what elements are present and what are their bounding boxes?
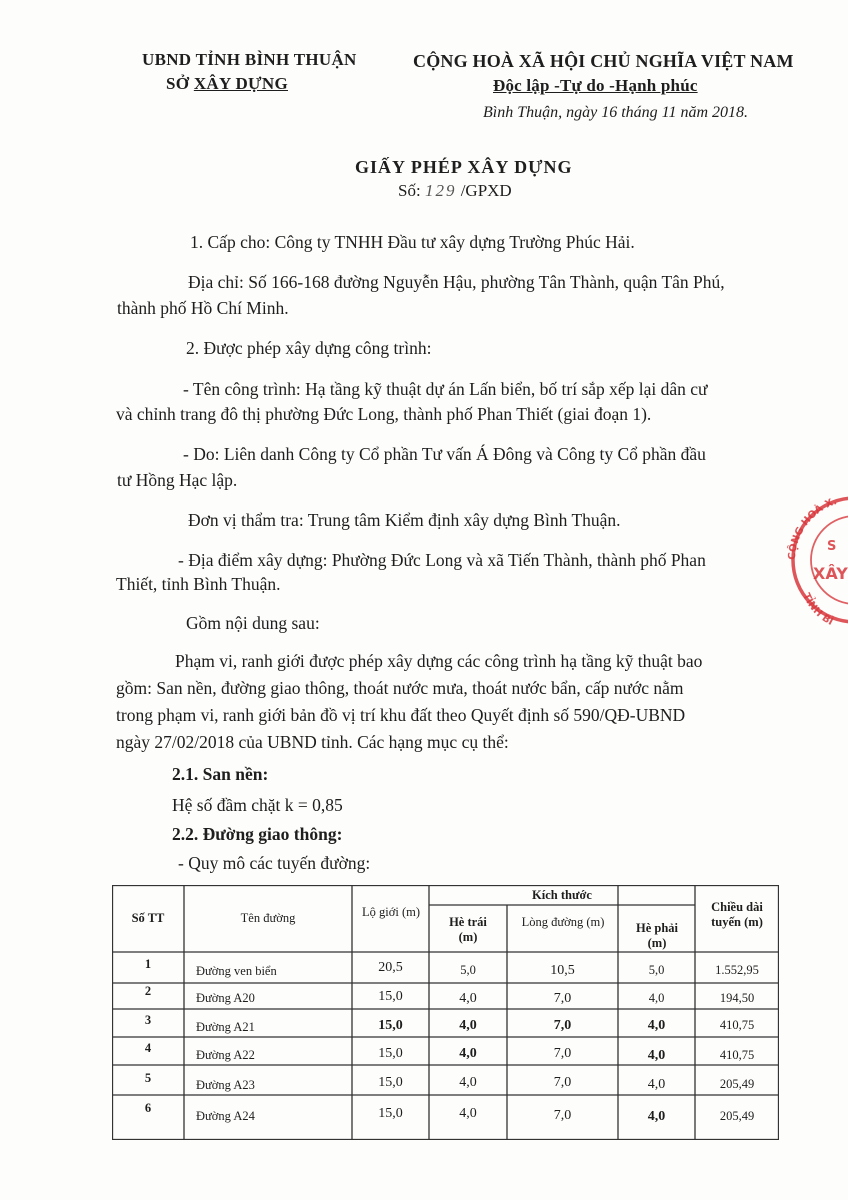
table-row-2-lo-gioi: 15,0 xyxy=(378,989,403,1004)
seal-side-letter: S xyxy=(827,539,837,554)
motto: Độc lập -Tự do -Hạnh phúc xyxy=(493,76,698,95)
table-row-4-lo-gioi: 15,0 xyxy=(378,1046,403,1061)
location-line-1: - Địa điểm xây dựng: Phường Đức Long và xã Tiến Thành, thành phố Phan xyxy=(178,550,706,570)
table-row-2-chieu-dai: 194,50 xyxy=(719,991,755,1005)
th-chieu-dai: Chiều dài tuyến (m) xyxy=(711,900,763,929)
table-row-3-he-phai: 4,0 xyxy=(647,1018,666,1033)
table-row-1-lo-gioi: 20,5 xyxy=(378,960,403,975)
table-row-3-long-duong: 7,0 xyxy=(553,1018,572,1033)
section-2-heading: 2. Được phép xây dựng công trình: xyxy=(186,338,432,358)
table-row-3-chieu-dai: 410,75 xyxy=(719,1018,755,1032)
th-stt: Số TT xyxy=(131,911,165,925)
republic-title: CỘNG HOÀ XÃ HỘI CHỦ NGHĨA VIỆT NAM xyxy=(413,51,794,71)
table-row-4-long-duong: 7,0 xyxy=(553,1046,572,1061)
table-row-6-he-trai: 4,0 xyxy=(459,1106,477,1121)
table-row-4-chieu-dai: 410,75 xyxy=(719,1048,755,1062)
table-row-5-chieu-dai: 205,49 xyxy=(719,1077,755,1091)
department-name xyxy=(166,74,288,94)
table-row-3-he-trai: 4,0 xyxy=(459,1018,477,1033)
th-lo-gioi: Lộ giới (m) xyxy=(362,905,420,919)
permit-number-prefix: Số: xyxy=(398,181,425,200)
table-row-6-long-duong: 7,0 xyxy=(553,1108,572,1123)
department-underlined: XÂY DỰNG xyxy=(193,74,288,93)
table-row-3-stt: 3 xyxy=(144,1013,152,1027)
section-2-1-heading: 2.1. San nền: xyxy=(172,764,269,784)
table-row-4-stt: 4 xyxy=(144,1041,152,1055)
table-row-5-he-phai: 4,0 xyxy=(647,1077,666,1092)
project-name-line-2: và chỉnh trang đô thị phường Đức Long, thành phố Phan Thiết (giai đoạn 1). xyxy=(116,404,652,424)
table-row-2-he-trai: 4,0 xyxy=(459,991,477,1006)
table-row-1-chieu-dai: 1.552,95 xyxy=(715,963,759,977)
permit-number-suffix: /GPXD xyxy=(456,181,512,200)
scope-line-2: gồm: San nền, đường giao thông, thoát nước mưa, thoát nước bẩn, cấp nước nằm xyxy=(116,678,684,698)
table-row-1-he-phai: 5,0 xyxy=(648,963,665,977)
table-row-2-name: Đường A20 xyxy=(196,991,255,1005)
table-row-5-lo-gioi: 15,0 xyxy=(378,1075,403,1090)
table-row-1-he-trai: 5,0 xyxy=(460,963,476,977)
document-title: GIẤY PHÉP XÂY DỰNG xyxy=(355,157,573,177)
permit-number xyxy=(398,181,512,201)
scope-line-3: trong phạm vi, ranh giới bản đồ vị trí khu đất theo Quyết định số 590/QĐ-UBND xyxy=(116,705,686,725)
th-kich-thuoc: Kích thước xyxy=(532,888,592,902)
permit-number-handwritten: 129 xyxy=(424,181,457,200)
address-line-1: Địa chỉ: Số 166-168 đường Nguyễn Hậu, phường Tân Thành, quận Tân Phú, xyxy=(188,272,725,292)
table-row-5-name: Đường A23 xyxy=(196,1078,255,1092)
project-name-line-1: - Tên công trình: Hạ tầng kỹ thuật dự án Lấn biển, bố trí sắp xếp lại dân cư xyxy=(183,379,708,399)
table-row-3-lo-gioi: 15,0 xyxy=(378,1018,403,1033)
issue-date: Bình Thuận, ngày 16 tháng 11 năm 2018. xyxy=(483,104,749,121)
th-long-duong: Lòng đường (m) xyxy=(521,915,605,929)
table-row-6-he-phai: 4,0 xyxy=(647,1109,666,1124)
department-prefix: SỞ xyxy=(166,74,194,93)
scope-line-1: Phạm vi, ranh giới được phép xây dựng các công trình hạ tầng kỹ thuật bao xyxy=(175,651,703,671)
table-row-5-he-trai: 4,0 xyxy=(459,1075,477,1090)
th-road-name: Tên đường xyxy=(240,911,296,925)
road-scale-heading: - Quy mô các tuyến đường: xyxy=(178,853,371,873)
table-row-5-stt: 5 xyxy=(144,1071,152,1085)
table-row-2-stt: 2 xyxy=(144,984,152,998)
official-seal-icon xyxy=(783,485,848,635)
address-line-2: thành phố Hồ Chí Minh. xyxy=(117,298,289,318)
table-row-1-long-duong: 10,5 xyxy=(550,963,575,978)
table-row-5-long-duong: 7,0 xyxy=(553,1075,572,1090)
table-row-6-stt: 6 xyxy=(144,1101,152,1115)
table-row-1-name: Đường ven biển xyxy=(196,964,277,978)
th-he-phai: Hè phải (m) xyxy=(635,921,679,950)
seal-center-text: XÂY xyxy=(813,564,848,583)
table-row-6-chieu-dai: 205,49 xyxy=(719,1109,755,1123)
contents-heading: Gồm nội dung sau: xyxy=(186,613,320,633)
location-line-2: Thiết, tỉnh Bình Thuận. xyxy=(116,574,281,594)
th-he-trai: Hè trái (m) xyxy=(449,915,487,944)
table-row-2-long-duong: 7,0 xyxy=(553,991,572,1006)
table-row-4-he-phai: 4,0 xyxy=(647,1048,666,1063)
agency-name: UBND TỈNH BÌNH THUẬN xyxy=(142,50,357,69)
section-2-2-heading: 2.2. Đường giao thông: xyxy=(172,824,343,844)
table-row-4-name: Đường A22 xyxy=(196,1048,255,1062)
table-row-6-name: Đường A24 xyxy=(196,1109,255,1123)
table-row-4-he-trai: 4,0 xyxy=(459,1046,477,1061)
recipient-line: 1. Cấp cho: Công ty TNHH Đầu tư xây dựng Trường Phúc Hải. xyxy=(190,232,635,252)
designer-line-2: tư Hồng Hạc lập. xyxy=(117,470,238,490)
scope-line-4: ngày 27/02/2018 của UBND tỉnh. Các hạng mục cụ thể: xyxy=(116,732,509,752)
table-row-3-name: Đường A21 xyxy=(196,1020,255,1034)
road-scale-table xyxy=(112,885,779,1140)
seal-bottom-text: TỈNH BÌ xyxy=(800,591,835,628)
verifier-line: Đơn vị thẩm tra: Trung tâm Kiểm định xây dựng Bình Thuận. xyxy=(188,510,621,530)
compaction-coefficient: Hệ số đầm chặt k = 0,85 xyxy=(172,795,343,815)
table-row-1-stt: 1 xyxy=(144,957,152,971)
table-row-6-lo-gioi: 15,0 xyxy=(378,1106,403,1121)
table-row-2-he-phai: 4,0 xyxy=(648,991,665,1005)
seal-ring-text: CỘNG HOÀ X. xyxy=(786,496,839,561)
designer-line-1: - Do: Liên danh Công ty Cổ phần Tư vấn Á Đông và Công ty Cổ phần đầu xyxy=(183,444,706,464)
